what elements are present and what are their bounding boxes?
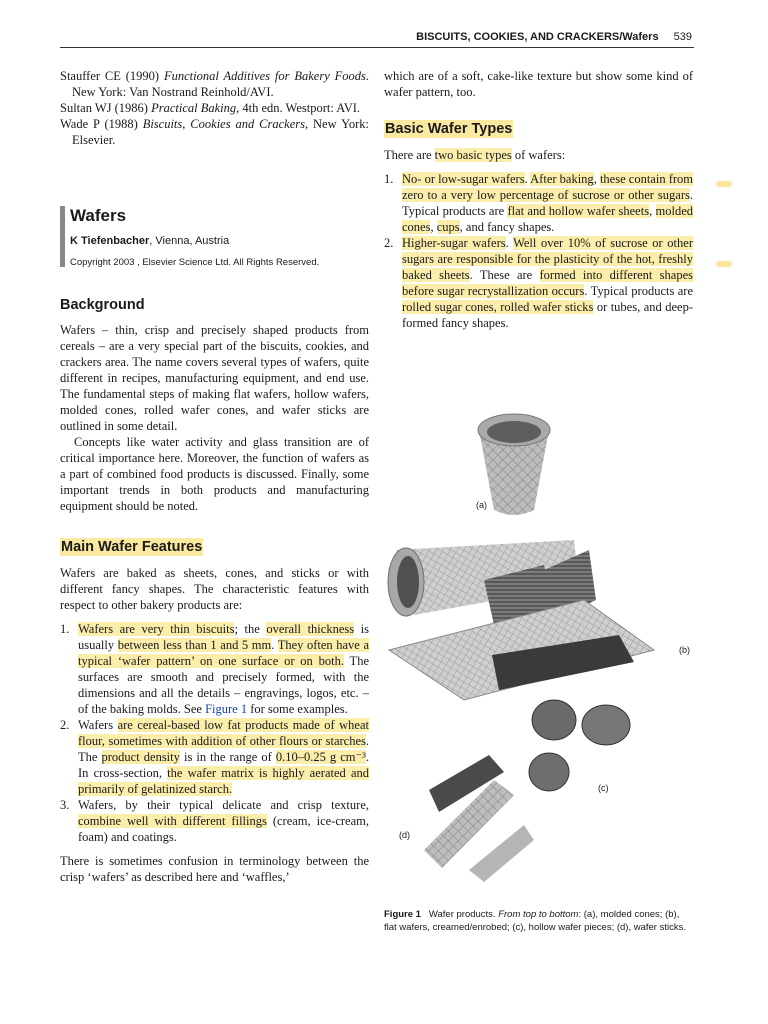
chapter-header [60,206,369,269]
chapter-bar [60,206,65,267]
features-intro: Wafers are baked as sheets, cones, and sticks or with different fancy shapes. The characteristic features with respect to other bakery products are: [60,566,369,612]
reference-item: Stauffer CE (1990) Functional Additives for Bakery Foods. New York: Van Nostrand Reinhold/AVI. [60,69,370,99]
background-paragraph: Concepts like water activity and glass transition are of critical importance here. Moreover, the function of wafers as a part of combined food products is discussed. Finally, some important trends in both products and manufacturing equipment should be noted. [60,435,369,513]
reference-item: Sultan WJ (1986) Practical Baking, 4th edn. Westport: AVI. [60,101,361,115]
figure-wafer-products [384,400,694,900]
annotation-marker[interactable] [716,181,732,187]
list-item: 1. Wafers are very thin biscuits; the overall thickness is usually between less than 1 and 5 mm. They often have a typical ‘wafer pattern’ on one surface or on both. The surfaces are smooth and precisely formed, with the dimensions and all the details – engravings, logos, etc. – of the baking molds. See Figure 1 for some examples. [60,622,370,716]
types-list [384,171,693,331]
figure-link[interactable]: Figure 1 [205,702,248,716]
right-column [384,68,693,331]
section-heading-basic-types: Basic Wafer Types [385,121,513,137]
list-item: 2. Higher-sugar wafers. Well over 10% of sucrose or other sugars are responsible for the plasticity of the hot, freshly baked sheets. These are formed into different shapes before sugar recrystallization occurs. Typical products are rolled sugar cones, rolled wafer sticks or tubes, and deep-formed fancy shapes. [384,236,693,330]
types-intro: There are two basic types of wafers: [384,148,566,162]
list-item: 2. Wafers are cereal-based low fat products made of wheat flour, sometimes with addition of other flours or starches. The product density is in the range of 0.10–0.25 g cm⁻³. In cross-section, the wafer matrix is highly aerated and primarily of gelatinized starch. [60,718,369,796]
figure-caption: Figure 1 Wafer products. From top to bottom: (a), molded cones; (b), flat wafers, creamed/enrobed; (c), hollow wafer pieces; (d), wafer sticks. [384,909,687,933]
reference-item: Wade P (1988) Biscuits, Cookies and Crackers, New York: Elsevier. [60,117,369,147]
continuation-paragraph: which are of a soft, cake-like texture but show some kind of wafer pattern, too. [384,69,693,99]
background-paragraph: Wafers – thin, crisp and precisely shaped products from cereals – are a very special part of the biscuits, cookies, and crackers area. The name covers several types of wafers, quite different in recipes, manufacturing equipment, and end use. The fundamental steps of making flat wafers, hollow wafers, molded cones, rolled wafer cones, and wafer sticks are outlined in some detail. [60,323,369,433]
figure-label: (a) [476,500,487,510]
list-item: 3. Wafers, by their typical delicate and crisp texture, combine well with different fillings (cream, ice-cream, foam) and coatings. [60,798,369,844]
section-heading-main-features: Main Wafer Features [61,539,203,555]
features-list [60,621,369,845]
hollow-wafer-pieces [529,700,630,791]
left-column [60,68,369,885]
chapter-author: K Tiefenbacher, Vienna, Austria [70,235,230,247]
figure-label: (c) [598,783,609,793]
running-header [60,31,692,45]
figure-label: (d) [399,830,410,840]
header-rule [60,47,694,48]
confusion-paragraph: There is sometimes confusion in terminology between the crisp ‘wafers’ as described here and ‘waffles,’ [60,854,369,884]
chapter-title: Wafers [70,206,127,225]
page-number: 539 [673,31,692,43]
list-item: 1. No- or low-sugar wafers. After baking, these contain from zero to a very low percentage of sucrose or other sugars. Typical products are flat and hollow wafer sheets, molded cones, cups, and fancy shapes. [384,172,694,234]
reference-list [60,68,369,148]
section-heading-background: Background [60,297,145,313]
molded-cone-cup [478,414,550,515]
figure-label: (b) [679,645,690,655]
running-title: BISCUITS, COOKIES, AND CRACKERS/Wafers [416,31,659,43]
annotation-marker[interactable] [716,261,732,267]
wafer-sticks [424,755,534,882]
copyright: Copyright 2003 , Elsevier Science Ltd. All Rights Reserved. [70,257,320,268]
figure-image [384,400,694,900]
